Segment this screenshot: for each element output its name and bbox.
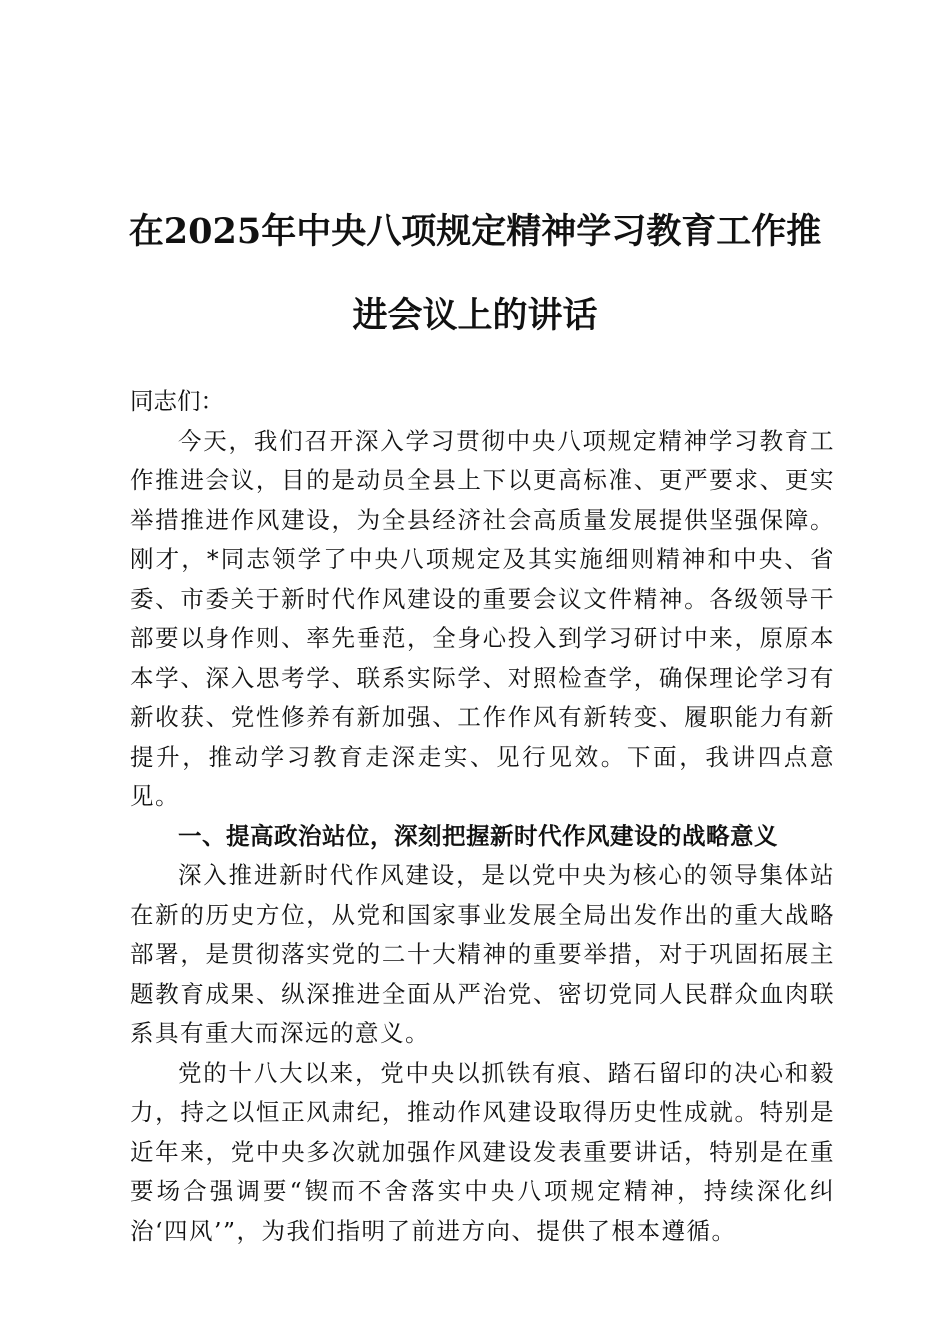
- greeting: 同志们：: [130, 387, 224, 415]
- section1-paragraph-1: 深入推进新时代作风建设，是以党中央为核心的领导集体站在新的历史方位，从党和国家事业发展全局出发作出的重大战略部署，是贯彻落实党的二十大精神的重要举措，对于巩固拓展主题教育成果、纵深推进全面从严治党、密切党同人民群众血肉联系具有重大而深远的意义。: [130, 861, 835, 1047]
- intro-paragraph: 今天，我们召开深入学习贯彻中央八项规定精神学习教育工作推进会议，目的是动员全县上下以更高标准、更严要求、更实举措推进作风建设，为全县经济社会高质量发展提供坚强保障。刚才，*同志领学了中央八项规定及其实施细则精神和中央、省委、市委关于新时代作风建设的重要会议文件精神。各级领导干部要以身作则、率先垂范，全身心投入到学习研讨中来，原原本本学、深入思考学、联系实际学、对照检查学，确保理论学习有新收获、党性修养有新加强、工作作风有新转变、履职能力有新提升，推动学习教育走深走实、见行见效。下面，我讲四点意见。: [130, 426, 835, 810]
- section1-paragraph-2: 党的十八大以来，党中央以抓铁有痕、踏石留印的决心和毅力，持之以恒正风肃纪，推动作风建设取得历史性成就。特别是近年来，党中央多次就加强作风建设发表重要讲话，特别是在重要场合强调要“锲而不舍落实中央八项规定精神，持续深化纠治‘四风’”，为我们指明了前进方向、提供了根本遵循。: [130, 1058, 835, 1245]
- title-line-1: 在2025年中央八项规定精神学习教育工作推: [128, 211, 822, 252]
- document-title: [110, 190, 840, 358]
- section-heading-1: 一、提高政治站位，深刻把握新时代作风建设的战略意义: [178, 821, 778, 850]
- title-line-2: 进会议上的讲话: [352, 295, 598, 336]
- document-body: [130, 382, 835, 1251]
